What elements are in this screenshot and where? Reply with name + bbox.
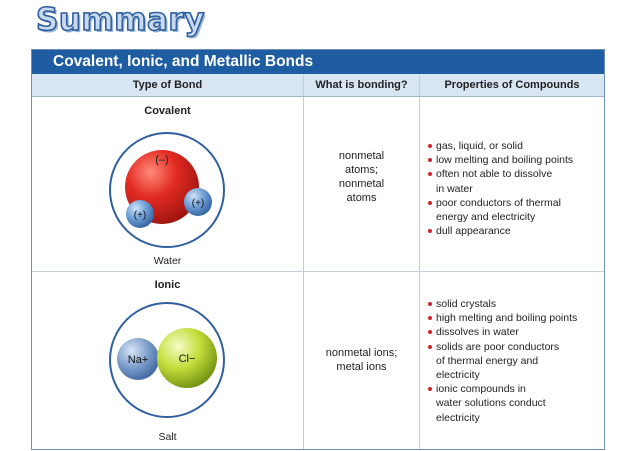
property-item: poor conductors of thermal energy and electricity [428, 196, 600, 224]
sodium-ion-label: Na+ [127, 354, 149, 366]
cell-properties-ionic [420, 271, 604, 449]
property-item: dissolves in water [428, 325, 600, 339]
caption-water: Water [153, 255, 182, 267]
hydrogen-charge-label-left: (+) [133, 210, 147, 221]
water-molecule-illustration [32, 119, 304, 269]
property-item: solids are poor conductors of thermal energy and electricity [428, 340, 600, 383]
properties-list-covalent [420, 97, 604, 238]
bonding-line: nonmetal [338, 150, 385, 162]
caption-salt: Salt [158, 431, 177, 443]
chloride-ion-label: Cl− [178, 353, 196, 365]
cell-bond-covalent [32, 97, 304, 271]
header-what-is-bonding: What is bonding? [304, 74, 420, 96]
cell-bonding-covalent [304, 97, 420, 271]
properties-list-ionic [420, 271, 604, 425]
table-title: Covalent, Ionic, and Metallic Bonds [32, 50, 604, 74]
property-item: solid crystals [428, 297, 600, 311]
hydrogen-charge-label-right: (+) [191, 198, 205, 209]
page-heading: Summary [36, 2, 205, 38]
bonding-line: nonmetal ions; [325, 347, 398, 359]
property-item: often not able to dissolve in water [428, 167, 600, 195]
bonding-line: atoms; [344, 164, 378, 176]
property-item: low melting and boiling points [428, 153, 600, 167]
bond-name-covalent: Covalent [144, 105, 191, 117]
bonds-table [31, 49, 605, 450]
header-properties: Properties of Compounds [444, 79, 580, 91]
bonding-line: nonmetal [338, 178, 385, 190]
cell-properties-covalent [420, 97, 604, 271]
cell-bond-ionic [32, 271, 304, 449]
bonding-line: atoms [346, 192, 377, 204]
table-row-covalent [32, 97, 604, 272]
header-type-of-bond: Type of Bond [32, 74, 304, 96]
cell-bonding-ionic [304, 271, 420, 449]
table-row-ionic [32, 271, 604, 449]
property-item: gas, liquid, or solid [428, 139, 600, 153]
property-item: ionic compounds in water solutions conduct electricity [428, 382, 600, 425]
property-item: dull appearance [428, 224, 600, 238]
oxygen-charge-label: (–) [155, 154, 169, 166]
salt-ions-illustration [32, 293, 304, 443]
bonding-line: metal ions [336, 361, 387, 373]
bond-name-ionic: Ionic [154, 279, 181, 291]
table-header-row [32, 74, 604, 97]
property-item: high melting and boiling points [428, 311, 600, 325]
